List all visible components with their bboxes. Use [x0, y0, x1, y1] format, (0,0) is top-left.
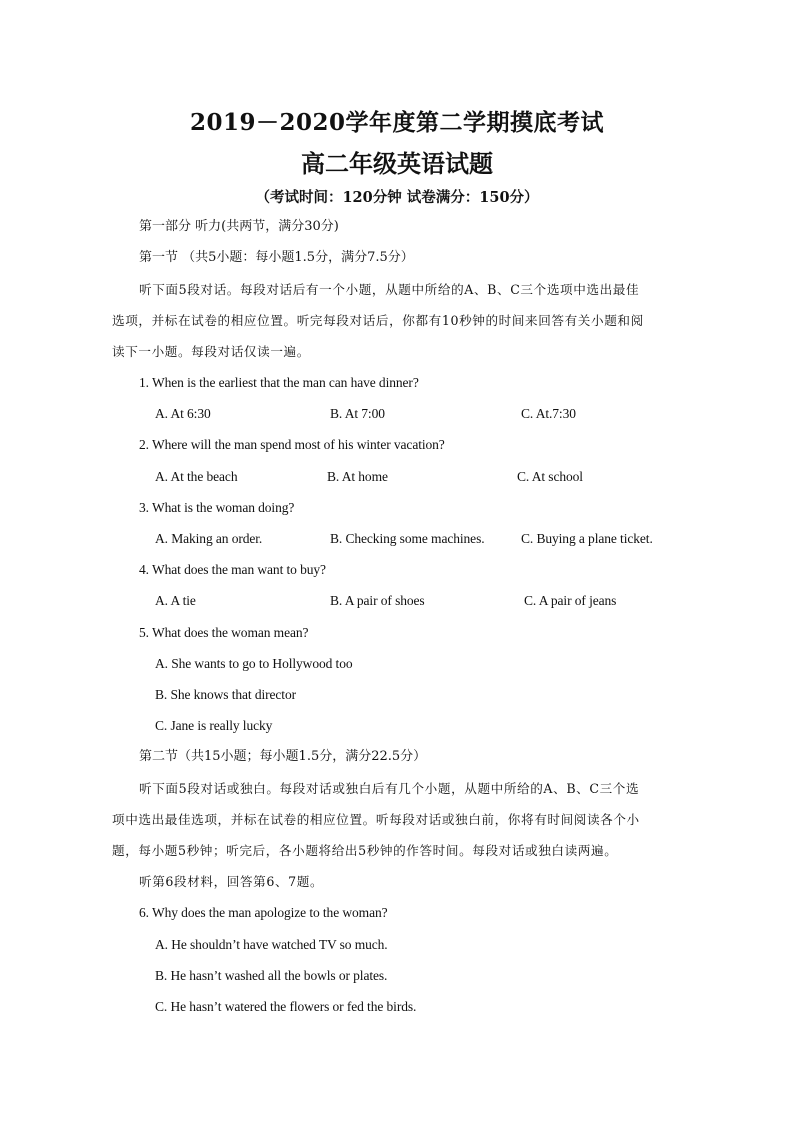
answer-option: A. Making an order. [155, 531, 263, 546]
section1-instruction-line: 读下一小题。每段对话仅读一遍。 [112, 344, 310, 359]
section1-instruction-line: 选项，并标在试卷的相应位置。听完每段对话后，你都有10秒钟的时间来回答有关小题和阅 [112, 313, 644, 328]
section2-heading: 第二节（共15小题；每小题1.5分，满分22.5分） [139, 749, 427, 764]
answer-option: B. A pair of shoes [330, 593, 425, 608]
answer-option: C. At.7:30 [521, 406, 576, 421]
answer-option: B. At home [327, 469, 388, 484]
answer-option: A. He shouldn’t have watched TV so much. [155, 937, 388, 952]
answer-option: A. At 6:30 [155, 406, 211, 421]
answer-option: C. A pair of jeans [524, 593, 617, 608]
part1-heading: 第一部分 听力(共两节，满分30分) [139, 219, 339, 234]
answer-option: C. Jane is really lucky [155, 718, 273, 733]
exam-subtitle: 高二年级英语试题 [301, 149, 493, 178]
answer-option: A. She wants to go to Hollywood too [155, 656, 353, 671]
answer-option: A. At the beach [155, 469, 238, 484]
section2-instruction-line: 听下面5段对话或独白。每段对话或独白后有几个小题，从题中所给的A、B、C三个选 [139, 781, 640, 796]
answer-option: B. She knows that director [155, 687, 297, 702]
question-stem: 5. What does the woman mean? [139, 625, 309, 640]
answer-option: C. Buying a plane ticket. [521, 531, 653, 546]
answer-option: B. At 7:00 [330, 406, 385, 421]
answer-option: B. He hasn’t washed all the bowls or plates. [155, 968, 388, 983]
question-stem: 2. Where will the man spend most of his winter vacation? [139, 437, 445, 452]
answer-option: C. At school [517, 469, 583, 484]
exam-info: （考试时间：120分钟 试卷满分：150分） [255, 189, 539, 206]
exam-title: 2019－2020学年度第二学期摸底考试 [189, 109, 605, 136]
question-stem: 3. What is the woman doing? [139, 500, 295, 515]
question-stem: 4. What does the man want to buy? [139, 562, 326, 577]
material-note: 听第6段材料，回答第6、7题。 [139, 874, 324, 889]
section2-instruction-line: 题，每小题5秒钟；听完后，各小题将给出5秒钟的作答时间。每段对话或独白读两遍。 [112, 843, 618, 858]
section2-instruction-line: 项中选出最佳选项，并标在试卷的相应位置。听每段对话或独白前，你将有时间阅读各个小 [112, 812, 640, 827]
question-stem: 6. Why does the man apologize to the woman? [139, 905, 388, 920]
section1-instruction-line: 听下面5段对话。每段对话后有一个小题，从题中所给的A、B、C三个选项中选出最佳 [139, 282, 640, 297]
question-stem: 1. When is the earliest that the man can have dinner? [139, 375, 419, 390]
answer-option: C. He hasn’t watered the flowers or fed the birds. [155, 999, 417, 1014]
answer-option: A. A tie [155, 593, 196, 608]
answer-option: B. Checking some machines. [330, 531, 485, 546]
section1-heading: 第一节 （共5小题：每小题1.5分，满分7.5分） [139, 250, 414, 265]
